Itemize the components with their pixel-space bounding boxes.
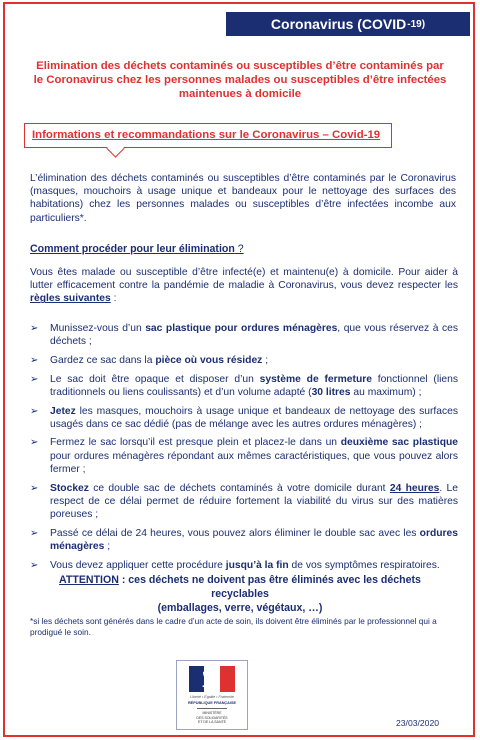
ministry-logo bbox=[176, 660, 248, 730]
step-text: . Le respect de ce délai permet de réduire fortement la viabilité du virus sur des matières poreuses ; bbox=[50, 482, 458, 520]
logo-divider bbox=[197, 708, 227, 709]
howto-heading bbox=[30, 243, 244, 256]
step-text: , que vous réservez à ces déchets ; bbox=[50, 323, 458, 348]
arrow-bullet-icon: ➢ bbox=[30, 405, 39, 417]
header-banner bbox=[226, 12, 470, 36]
attention-line2: (emballages, verre, végétaux, …) bbox=[157, 602, 323, 614]
attention-notice bbox=[30, 573, 450, 615]
step-bold: deuxième sac plastique bbox=[340, 437, 458, 449]
lead-paragraph bbox=[30, 266, 458, 306]
howto-label: Comment procéder pour leur élimination bbox=[30, 243, 235, 255]
marianne-logo-icon bbox=[189, 666, 235, 692]
document-title: Elimination des déchets contaminés ou susceptibles d’être contaminés par le Coronavirus chez les personnes malades ou susceptibles d’être infectées maintenues à domicile bbox=[33, 60, 447, 100]
info-heading: Informations et recommandations sur le Coronavirus – Covid-19 bbox=[32, 129, 381, 141]
arrow-bullet-icon: ➢ bbox=[30, 437, 39, 449]
step-text: de vos symptômes respiratoires. bbox=[288, 559, 440, 571]
step-text: Passé ce délai de 24 heures, vous pouvez alors éliminer le double sac avec les bbox=[50, 527, 420, 539]
step-bold: 24 heures bbox=[389, 482, 440, 494]
step-text: pour ordures ménagères répondant aux mêmes caractéristiques, que vous pouvez alors fermer ; bbox=[50, 450, 458, 475]
list-item bbox=[28, 322, 458, 348]
arrow-bullet-icon: ➢ bbox=[30, 559, 39, 571]
arrow-bullet-icon: ➢ bbox=[30, 482, 39, 494]
step-bold: sac plastique pour ordures ménagères bbox=[145, 323, 338, 334]
step-text: ; bbox=[262, 354, 269, 366]
step-bold: ordures ménagères bbox=[50, 527, 458, 552]
step-text: Vous devez appliquer cette procédure bbox=[50, 559, 226, 571]
arrow-bullet-icon: ➢ bbox=[30, 373, 39, 385]
lead-end: : bbox=[110, 293, 117, 305]
document-date: 23/03/2020 bbox=[396, 718, 440, 728]
step-bold: pièce où vous résidez bbox=[155, 354, 263, 366]
arrow-bullet-icon: ➢ bbox=[30, 354, 39, 366]
step-text: au maximum) ; bbox=[350, 386, 422, 398]
step-text: Le sac doit être opaque et disposer d’un bbox=[50, 373, 260, 385]
arrow-bullet-icon: ➢ bbox=[30, 323, 39, 334]
step-text: les masques, mouchoirs à usage unique et bandeaux de nettoyage des surfaces usagés dans ce sac dédié (pas de mélange avec les autres ordures ménagères) ; bbox=[50, 405, 458, 430]
logo-ministry: MINISTÈRE DES SOLIDARITÉS ET DE LA SANTÉ bbox=[196, 711, 228, 724]
step-bold: 30 litres bbox=[311, 386, 351, 398]
lead-text: Vous êtes malade ou susceptible d’être infecté(e) et maintenu(e) à domicile. Pour aider à lutter efficacement contre la pandémie de maladie à Coronavirus, vous devez respecter les bbox=[30, 267, 458, 292]
list-item bbox=[28, 527, 458, 553]
footnote: *si les déchets sont générés dans le cadre d’un acte de soin, ils doivent être éliminés par le professionnel qui a prodigué le soin. bbox=[30, 616, 437, 637]
list-item bbox=[28, 405, 458, 431]
header-title-suffix: -19) bbox=[407, 18, 426, 30]
list-item bbox=[28, 373, 458, 399]
lead-bold: règles suivantes bbox=[30, 293, 111, 305]
step-text: ce double sac de déchets contaminés à votre domicile durant bbox=[88, 482, 390, 494]
step-bold: jusqu’à la fin bbox=[225, 559, 289, 571]
step-text: Gardez ce sac dans la bbox=[50, 354, 156, 366]
step-bold: Jetez bbox=[50, 405, 76, 417]
intro-paragraph: L’élimination des déchets contaminés ou susceptibles d’être contaminés par le Coronavirus (masques, mouchoirs à usage unique et bandeaux pour le nettoyage des surfaces des habitations) chez les personnes malades ou susceptibles d’être infectées incombe aux particuliers*. bbox=[30, 173, 456, 224]
howto-question-mark: ? bbox=[234, 243, 244, 255]
logo-motto: Liberté • Égalité • Fraternité bbox=[190, 695, 234, 699]
step-bold: Stockez bbox=[50, 482, 89, 494]
step-text: fonctionnel (liens traditionnels ou liens coulissants) et d’un volume adapté ( bbox=[50, 373, 459, 398]
list-item bbox=[28, 482, 458, 522]
attention-text: : ces déchets ne doivent pas être éliminés avec les déchets recyclables bbox=[118, 574, 421, 600]
logo-republic: RÉPUBLIQUE FRANÇAISE bbox=[187, 701, 237, 705]
step-text: ; bbox=[104, 540, 111, 552]
arrow-bullet-icon: ➢ bbox=[30, 527, 39, 539]
step-text: Fermez le sac lorsqu’il est presque plein et placez-le dans un bbox=[50, 437, 341, 449]
attention-word: ATTENTION bbox=[59, 574, 119, 586]
list-item bbox=[28, 436, 458, 476]
steps-list bbox=[28, 322, 458, 577]
list-item bbox=[28, 354, 458, 367]
step-text: Munissez-vous d’un bbox=[50, 323, 146, 334]
list-item bbox=[28, 559, 458, 572]
header-title: Coronavirus (COVID bbox=[270, 16, 407, 32]
step-bold: système de fermeture bbox=[259, 373, 372, 385]
